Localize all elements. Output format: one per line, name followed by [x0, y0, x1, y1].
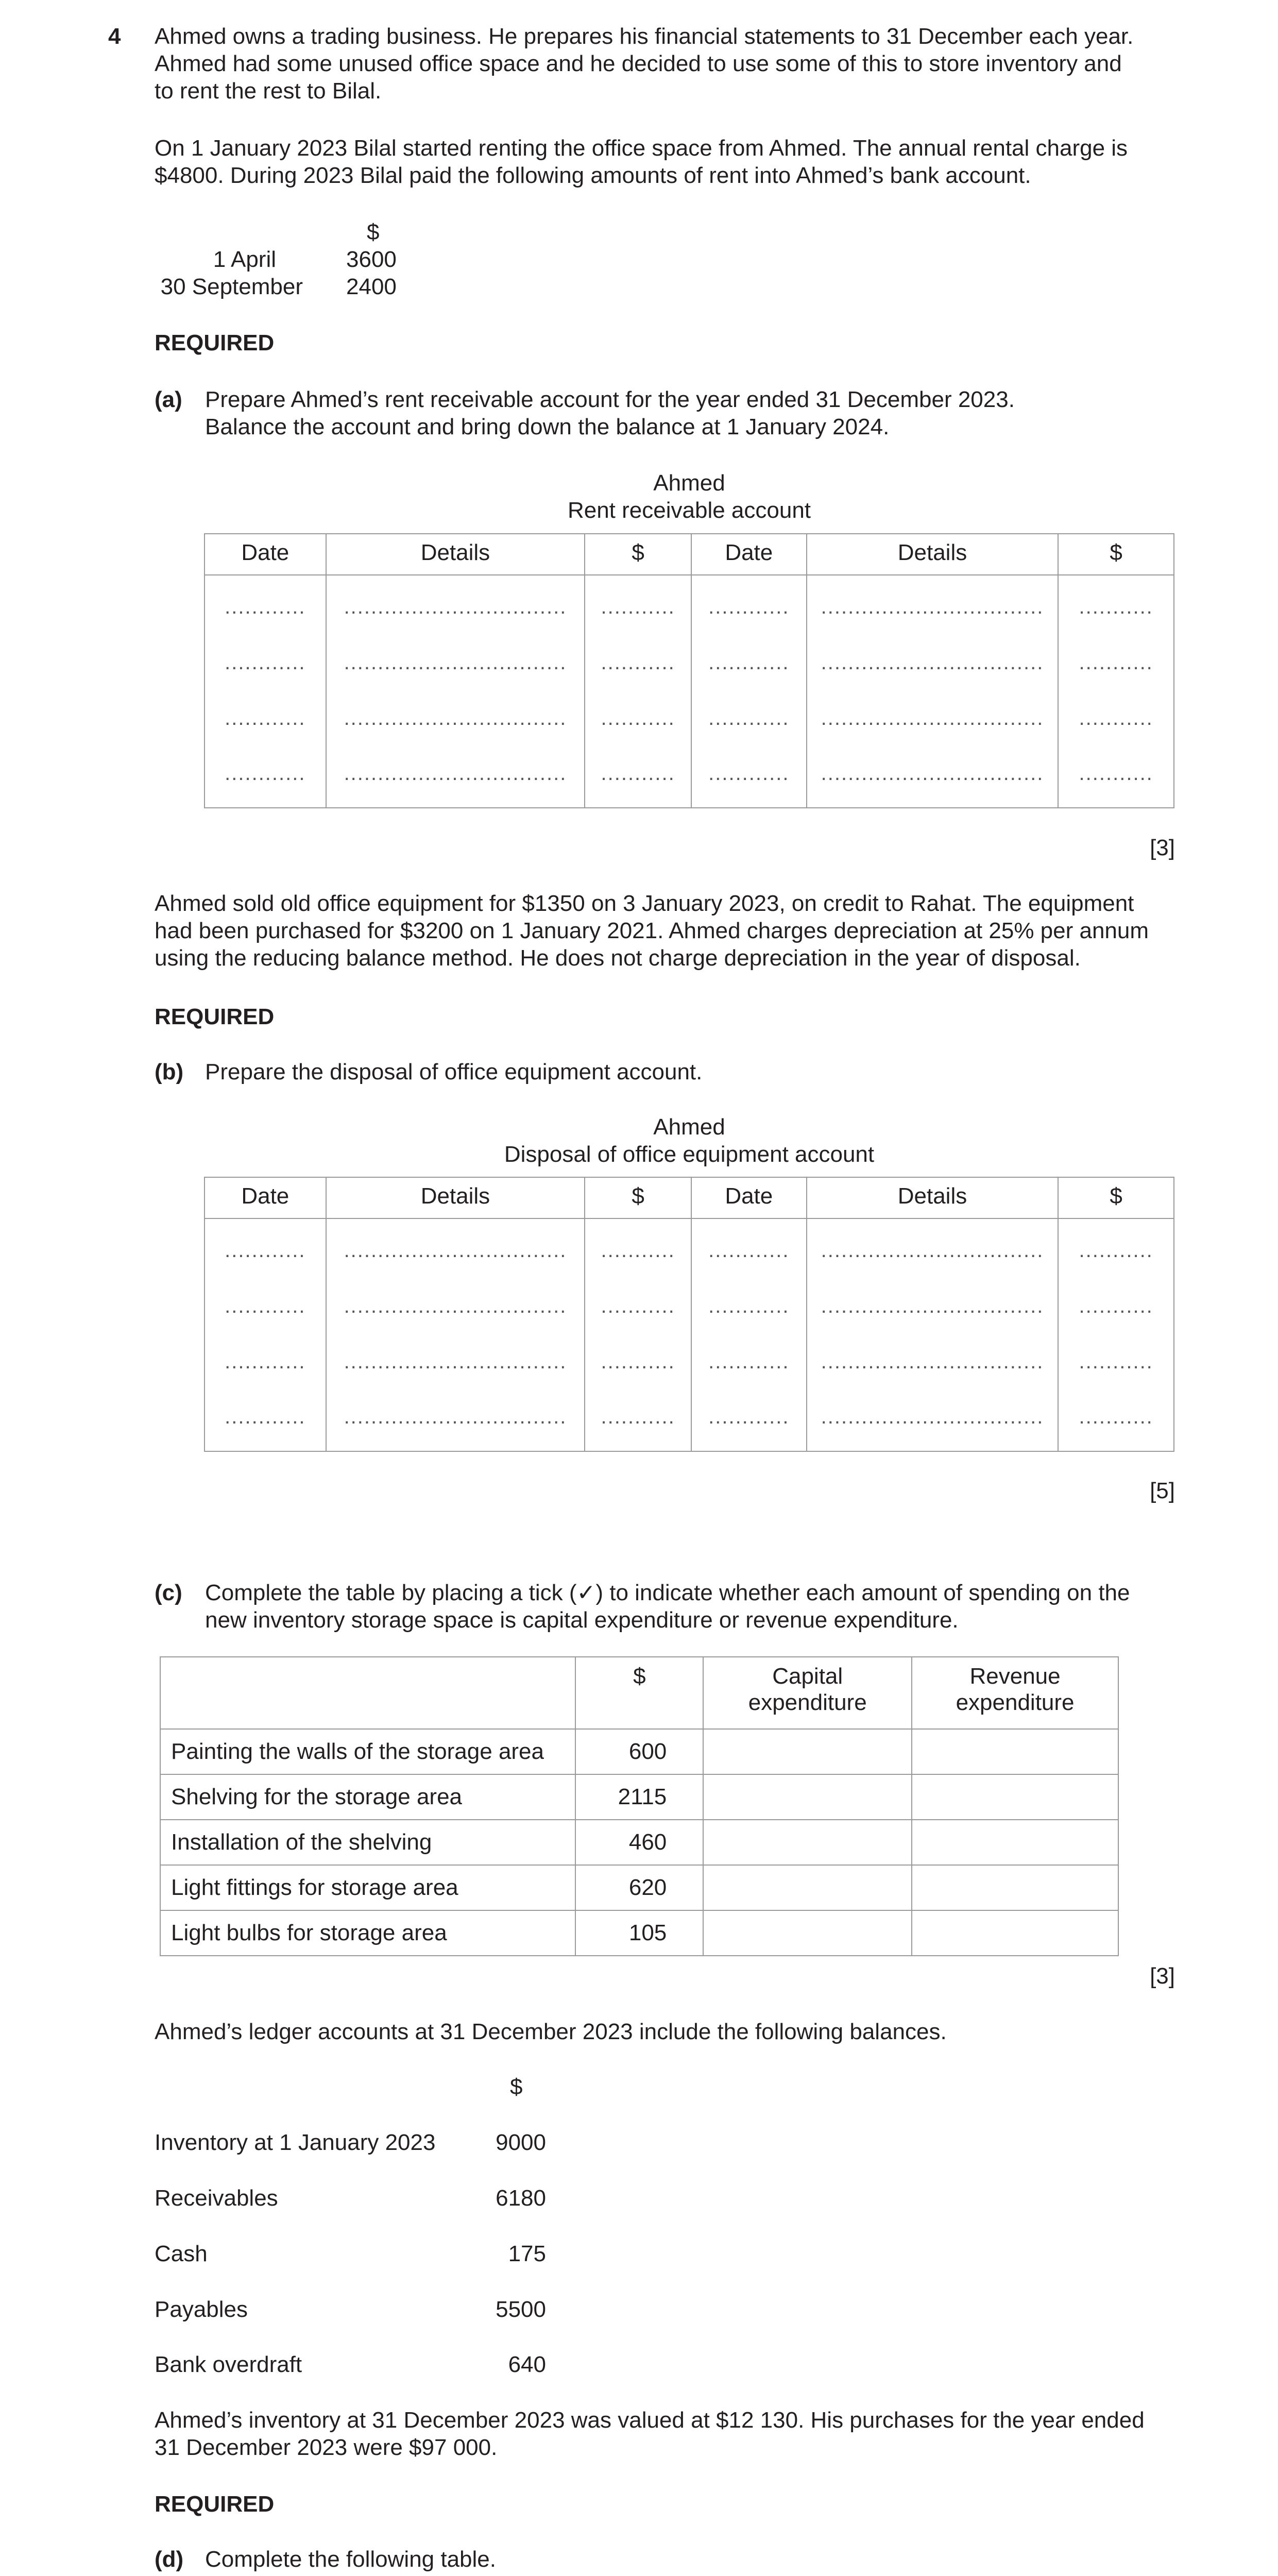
- ledger-amount-blank[interactable]: ...........: [585, 1218, 691, 1274]
- ledger-date-blank[interactable]: ............: [691, 631, 807, 686]
- expenditure-item: Shelving for the storage area: [160, 1774, 575, 1820]
- ledger-amount-blank[interactable]: ...........: [1058, 1218, 1174, 1274]
- ledger-header-details: Details: [807, 534, 1059, 575]
- capital-tick-cell[interactable]: [703, 1729, 912, 1774]
- part-c-label: (c): [155, 1580, 182, 1605]
- balance-label: Inventory at 1 January 2023: [155, 2130, 436, 2155]
- ledger-date-blank[interactable]: ............: [691, 575, 807, 631]
- rent-receivable-ledger: [204, 533, 1174, 808]
- part-a-label: (a): [155, 387, 182, 412]
- ledger-header-details: Details: [326, 534, 585, 575]
- ledger-details-blank[interactable]: .................................: [807, 1218, 1059, 1274]
- balance-label: Cash: [155, 2241, 208, 2266]
- balances-paragraph: Ahmed’s ledger accounts at 31 December 2023 include the following balances.: [155, 2019, 947, 2044]
- revenue-tick-cell[interactable]: [912, 1729, 1118, 1774]
- ledger-amount-blank[interactable]: ...........: [585, 631, 691, 686]
- expenditure-table: [160, 1656, 1119, 1956]
- part-a-line: Balance the account and bring down the balance at 1 January 2024.: [205, 414, 890, 439]
- ledger-row: [205, 631, 1174, 686]
- expenditure-item: Painting the walls of the storage area: [160, 1729, 575, 1774]
- ledger-date-blank[interactable]: ............: [691, 1385, 807, 1451]
- ledger-date-blank[interactable]: ............: [205, 1330, 326, 1385]
- disposal-line: Ahmed sold old office equipment for $1350 on 3 January 2023, on credit to Rahat. The equipment: [155, 891, 1134, 916]
- part-b-text: Prepare the disposal of office equipment account.: [205, 1059, 703, 1084]
- ledger-date-blank[interactable]: ............: [205, 1218, 326, 1274]
- rent-payment-date: 1 April: [213, 247, 276, 272]
- ledger-row: [205, 1274, 1174, 1330]
- balance-amount: 5500: [496, 2297, 546, 2322]
- ledger-amount-blank[interactable]: ...........: [585, 575, 691, 631]
- ledger-header-details: Details: [807, 1177, 1059, 1218]
- rent-paragraph: [155, 135, 1174, 190]
- ledger-date-blank[interactable]: ............: [205, 575, 326, 631]
- inventory-line: Ahmed’s inventory at 31 December 2023 was valued at $12 130. His purchases for the year ended: [155, 2408, 1145, 2433]
- ledger-details-blank[interactable]: .................................: [807, 631, 1059, 686]
- ledger-header-date: Date: [205, 534, 326, 575]
- ledger-details-blank[interactable]: .................................: [326, 1274, 585, 1330]
- ledger-header-date: Date: [691, 1177, 807, 1218]
- ledger-date-blank[interactable]: ............: [205, 631, 326, 686]
- ledger-amount-blank[interactable]: ...........: [1058, 1385, 1174, 1451]
- ledger-row: [205, 1330, 1174, 1385]
- balance-label: Receivables: [155, 2185, 278, 2211]
- rent-currency-header: $: [367, 219, 380, 245]
- ledger-amount-blank[interactable]: ...........: [1058, 575, 1174, 631]
- ledger-header-row: [205, 534, 1174, 575]
- ledger-date-blank[interactable]: ............: [205, 686, 326, 742]
- inventory-line: 31 December 2023 were $97 000.: [155, 2434, 498, 2460]
- balance-amount: 9000: [496, 2130, 546, 2155]
- ledger-details-blank[interactable]: .................................: [326, 631, 585, 686]
- ledger-details-blank[interactable]: .................................: [807, 1385, 1059, 1451]
- rent-payment-amount: 2400: [346, 274, 397, 299]
- ledger-header-amount: $: [1058, 1177, 1174, 1218]
- ledger-date-blank[interactable]: ............: [691, 1330, 807, 1385]
- ledger-date-blank[interactable]: ............: [691, 1274, 807, 1330]
- rent-line: $4800. During 2023 Bilal paid the following amounts of rent into Ahmed’s bank account.: [155, 162, 1031, 188]
- ledger-header-row: [205, 1177, 1174, 1218]
- ledger-details-blank[interactable]: .................................: [326, 742, 585, 808]
- disposal-paragraph: [155, 890, 1174, 972]
- expenditure-header-revenue: Revenue expenditure: [912, 1657, 1118, 1729]
- ledger-amount-blank[interactable]: ...........: [1058, 686, 1174, 742]
- disposal-line: had been purchased for $3200 on 1 January 2021. Ahmed charges depreciation at 25% per annum: [155, 918, 1149, 943]
- expenditure-amount: 620: [575, 1865, 703, 1910]
- ledger-details-blank[interactable]: .................................: [326, 686, 585, 742]
- required-heading: REQUIRED: [155, 1004, 275, 1029]
- part-a-marks: [3]: [1150, 835, 1175, 860]
- balance-amount: 6180: [496, 2185, 546, 2211]
- ledger-date-blank[interactable]: ............: [205, 742, 326, 808]
- ledger-date-blank[interactable]: ............: [205, 1385, 326, 1451]
- required-heading: REQUIRED: [155, 2492, 275, 2517]
- revenue-tick-cell[interactable]: [912, 1910, 1118, 1956]
- ledger-header-amount: $: [585, 534, 691, 575]
- expenditure-row: [160, 1774, 1118, 1820]
- ledger-amount-blank[interactable]: ...........: [585, 1385, 691, 1451]
- ledger-header-date: Date: [205, 1177, 326, 1218]
- rent-payment-amount: 3600: [346, 247, 397, 272]
- required-heading: REQUIRED: [155, 330, 275, 355]
- ledger-date-blank[interactable]: ............: [691, 742, 807, 808]
- expenditure-row: [160, 1865, 1118, 1910]
- balances-currency-header: $: [510, 2074, 523, 2099]
- ledger-row: [205, 1218, 1174, 1274]
- ledger-row: [205, 686, 1174, 742]
- expenditure-amount: 600: [575, 1729, 703, 1774]
- capital-tick-cell[interactable]: [703, 1910, 912, 1956]
- ledger-header-details: Details: [326, 1177, 585, 1218]
- disposal-ledger: [204, 1177, 1174, 1452]
- expenditure-row: [160, 1820, 1118, 1865]
- part-c-line: new inventory storage space is capital expenditure or revenue expenditure.: [205, 1607, 959, 1633]
- disposal-account-title: Disposal of office equipment account: [504, 1142, 875, 1167]
- ledger-row: [205, 1385, 1174, 1451]
- part-c-text: [205, 1580, 1173, 1634]
- expenditure-amount: 105: [575, 1910, 703, 1956]
- ledger-details-blank[interactable]: .................................: [326, 575, 585, 631]
- ledger-amount-blank[interactable]: ...........: [1058, 631, 1174, 686]
- ledger-details-blank[interactable]: .................................: [807, 1274, 1059, 1330]
- balance-amount: 175: [508, 2241, 546, 2266]
- ledger-header-date: Date: [691, 534, 807, 575]
- ledger-amount-blank[interactable]: ...........: [585, 686, 691, 742]
- part-d-text: Complete the following table.: [205, 2547, 496, 2572]
- ledger-row: [205, 575, 1174, 631]
- part-a-text: [205, 386, 1173, 441]
- ledger-row: [205, 742, 1174, 808]
- expenditure-item: Installation of the shelving: [160, 1820, 575, 1865]
- ledger-date-blank[interactable]: ............: [691, 1218, 807, 1274]
- ledger-date-blank[interactable]: ............: [691, 686, 807, 742]
- balance-label: Bank overdraft: [155, 2352, 302, 2377]
- capital-tick-cell[interactable]: [703, 1820, 912, 1865]
- expenditure-amount: 460: [575, 1820, 703, 1865]
- ledger-amount-blank[interactable]: ...........: [585, 1330, 691, 1385]
- revenue-tick-cell[interactable]: [912, 1820, 1118, 1865]
- intro-paragraph: [155, 23, 1174, 105]
- expenditure-item: Light fittings for storage area: [160, 1865, 575, 1910]
- ledger-amount-blank[interactable]: ...........: [1058, 742, 1174, 808]
- rent-line: On 1 January 2023 Bilal started renting the office space from Ahmed. The annual rental charge is: [155, 135, 1128, 161]
- ledger-details-blank[interactable]: .................................: [807, 742, 1059, 808]
- ledger-details-blank[interactable]: .................................: [807, 1330, 1059, 1385]
- expenditure-row: [160, 1910, 1118, 1956]
- ledger-amount-blank[interactable]: ...........: [1058, 1274, 1174, 1330]
- inventory-paragraph: [155, 2407, 1174, 2462]
- expenditure-item: Light bulbs for storage area: [160, 1910, 575, 1956]
- part-b-marks: [5]: [1150, 1478, 1175, 1503]
- rent-account-title: Rent receivable account: [567, 498, 811, 523]
- ledger-amount-blank[interactable]: ...........: [1058, 1330, 1174, 1385]
- expenditure-header-item: [160, 1657, 575, 1729]
- ledger-details-blank[interactable]: .................................: [326, 1218, 585, 1274]
- ledger-details-blank[interactable]: .................................: [807, 575, 1059, 631]
- ledger-header-amount: $: [585, 1177, 691, 1218]
- ledger-date-blank[interactable]: ............: [205, 1274, 326, 1330]
- revenue-tick-cell[interactable]: [912, 1774, 1118, 1820]
- disposal-account-owner: Ahmed: [653, 1114, 725, 1140]
- capital-tick-cell[interactable]: [703, 1865, 912, 1910]
- ledger-details-blank[interactable]: .................................: [326, 1385, 585, 1451]
- ledger-amount-blank[interactable]: ...........: [585, 742, 691, 808]
- ledger-amount-blank[interactable]: ...........: [585, 1274, 691, 1330]
- intro-line: Ahmed had some unused office space and he decided to use some of this to store inventory and: [155, 50, 1122, 76]
- expenditure-row: [160, 1729, 1118, 1774]
- revenue-tick-cell[interactable]: [912, 1865, 1118, 1910]
- ledger-details-blank[interactable]: .................................: [807, 686, 1059, 742]
- part-a-line: Prepare Ahmed’s rent receivable account for the year ended 31 December 2023.: [205, 387, 1015, 412]
- part-c-marks: [3]: [1150, 1963, 1175, 1989]
- expenditure-header-row: [160, 1657, 1118, 1729]
- balance-label: Payables: [155, 2297, 248, 2322]
- question-number: 4: [108, 24, 121, 49]
- intro-line: Ahmed owns a trading business. He prepares his financial statements to 31 December each year.: [155, 24, 1134, 49]
- intro-line: to rent the rest to Bilal.: [155, 78, 382, 104]
- balance-amount: 640: [508, 2352, 546, 2377]
- ledger-header-amount: $: [1058, 534, 1174, 575]
- disposal-line: using the reducing balance method. He does not charge depreciation in the year of disposal.: [155, 945, 1081, 971]
- part-d-label: (d): [155, 2547, 184, 2572]
- expenditure-header-capital: Capital expenditure: [703, 1657, 912, 1729]
- rent-payment-date: 30 September: [160, 274, 303, 299]
- rent-account-owner: Ahmed: [653, 470, 725, 496]
- capital-tick-cell[interactable]: [703, 1774, 912, 1820]
- part-b-label: (b): [155, 1059, 184, 1084]
- expenditure-header-amount: $: [575, 1657, 703, 1729]
- ledger-details-blank[interactable]: .................................: [326, 1330, 585, 1385]
- expenditure-amount: 2115: [575, 1774, 703, 1820]
- part-c-line: Complete the table by placing a tick (✓) to indicate whether each amount of spending on the: [205, 1580, 1130, 1605]
